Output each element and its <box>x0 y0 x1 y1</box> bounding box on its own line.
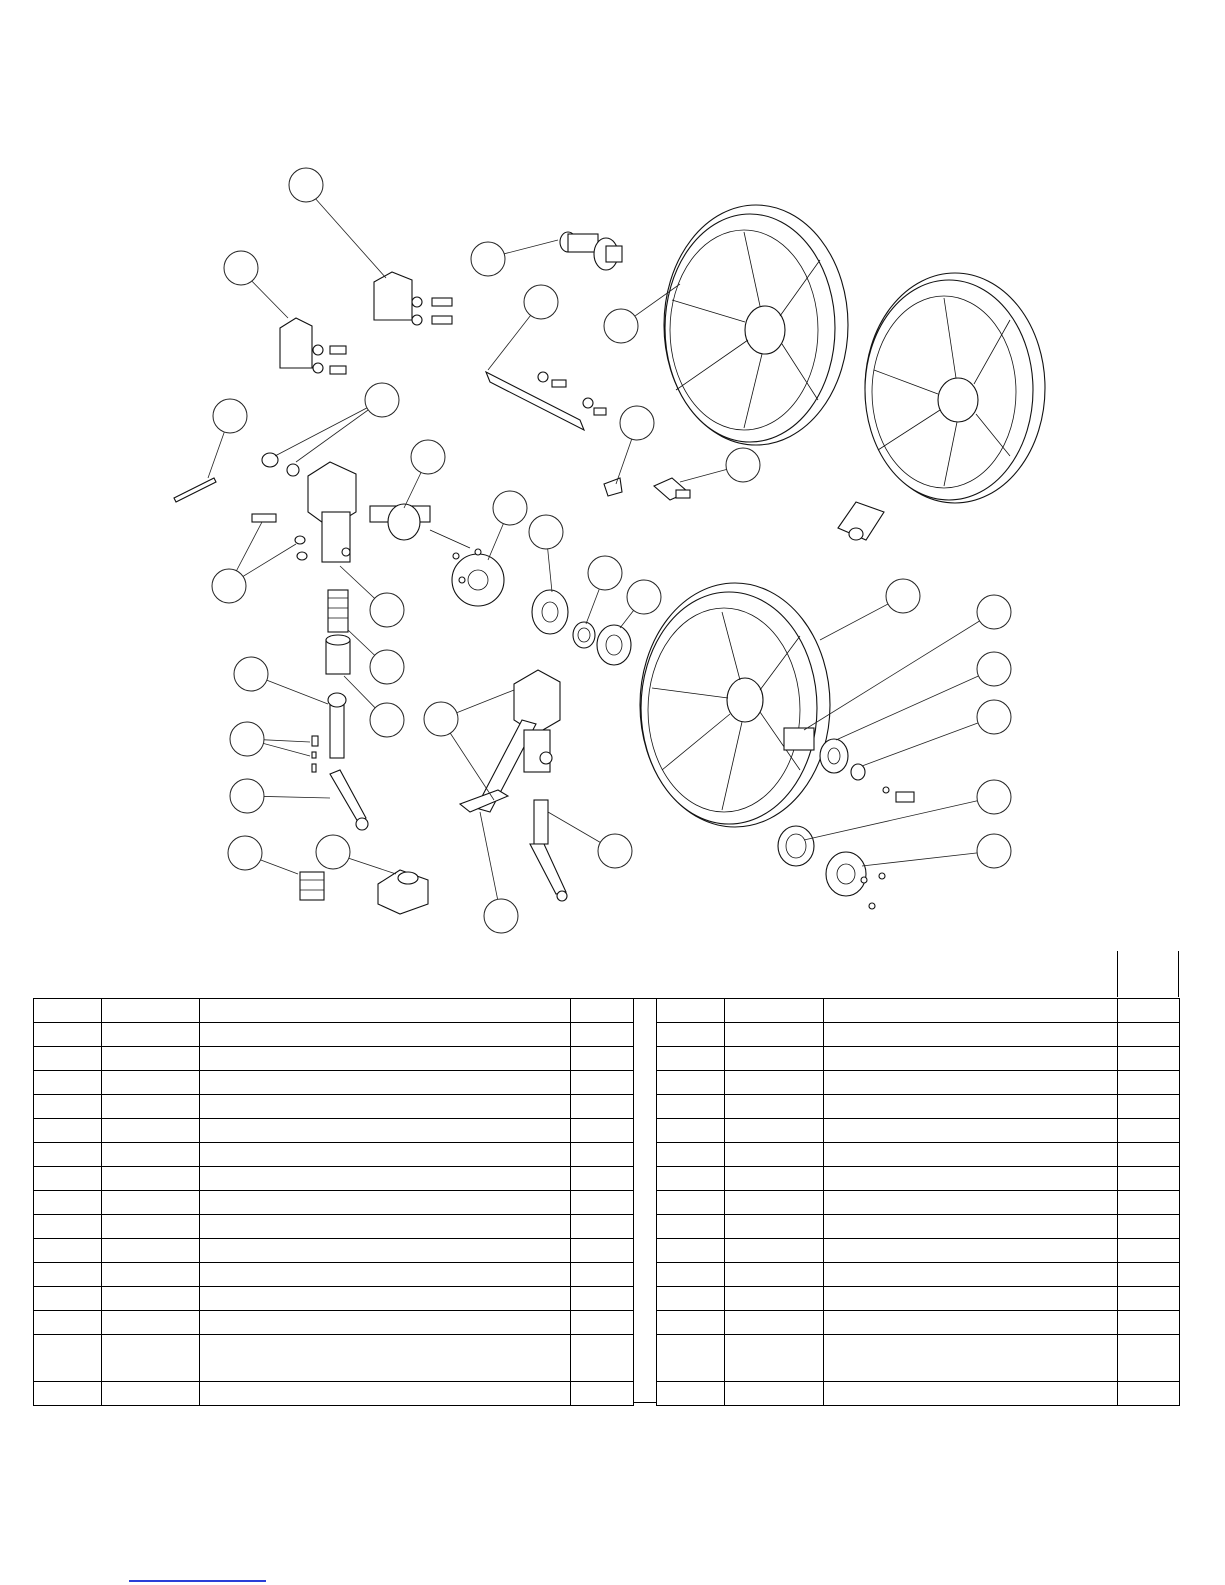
table-cell <box>34 1263 102 1287</box>
table-cell <box>34 1071 102 1095</box>
table-cell <box>571 1287 634 1311</box>
table-cell <box>571 1215 634 1239</box>
table-row <box>34 1239 634 1263</box>
callout <box>370 650 404 684</box>
lever-handle <box>330 770 368 830</box>
table-cell <box>102 1215 200 1239</box>
callout <box>370 593 404 627</box>
table-header-ticks <box>1117 951 1179 997</box>
table-cell <box>571 1167 634 1191</box>
table-cell <box>1118 1239 1180 1263</box>
table-row <box>657 1191 1180 1215</box>
tension-bar <box>486 372 606 430</box>
table-cell <box>102 1023 200 1047</box>
table-cell <box>200 1023 571 1047</box>
header-cell <box>102 999 200 1023</box>
header-cell <box>571 999 634 1023</box>
table-cell <box>102 1191 200 1215</box>
table-row <box>34 1215 634 1239</box>
table-row <box>657 1071 1180 1095</box>
callout <box>316 835 350 869</box>
table-cell <box>657 1215 725 1239</box>
table-cell <box>657 1095 725 1119</box>
table-cell <box>1118 1095 1180 1119</box>
table-cell <box>200 1239 571 1263</box>
upper-guide-block <box>252 453 356 562</box>
table-row <box>34 1263 634 1287</box>
table-cell <box>571 1023 634 1047</box>
table-cell <box>725 1239 824 1263</box>
table-cell <box>200 1382 571 1406</box>
table-cell <box>102 1119 200 1143</box>
compression-spring <box>328 590 348 632</box>
table-cell <box>34 1287 102 1311</box>
table-row <box>34 1071 634 1095</box>
table-cell <box>824 1023 1118 1047</box>
table-cell <box>824 1191 1118 1215</box>
table-cell <box>102 1239 200 1263</box>
table-cell <box>657 1382 725 1406</box>
table-cell <box>657 1023 725 1047</box>
table-cell <box>657 1239 725 1263</box>
table-cell <box>824 1382 1118 1406</box>
callout <box>977 780 1011 814</box>
table-cell <box>200 1167 571 1191</box>
table-cell <box>824 1047 1118 1071</box>
callout <box>230 779 264 813</box>
table-cell <box>657 1071 725 1095</box>
table-row <box>657 1287 1180 1311</box>
callout <box>977 595 1011 629</box>
guide-pin <box>174 478 216 502</box>
table-cell <box>34 1095 102 1119</box>
hub-gasket <box>778 826 814 866</box>
table-cell <box>1118 1263 1180 1287</box>
table-cell <box>34 1023 102 1047</box>
table-cell <box>571 1239 634 1263</box>
callout <box>365 383 399 417</box>
callout <box>726 448 760 482</box>
header-cell <box>34 999 102 1023</box>
table-cell <box>571 1143 634 1167</box>
table-cell <box>200 1311 571 1335</box>
bearing-lower <box>820 739 848 773</box>
guide-block <box>378 870 428 914</box>
table-cell <box>657 1287 725 1311</box>
table-cell <box>102 1047 200 1071</box>
table-cell <box>725 1167 824 1191</box>
hub-sleeve <box>784 728 814 750</box>
table-cell <box>34 1335 102 1382</box>
table-cell <box>657 1143 725 1167</box>
table-cell <box>571 1311 634 1335</box>
table-cell <box>1118 1119 1180 1143</box>
table-cell <box>1118 1215 1180 1239</box>
table-cell <box>725 1287 824 1311</box>
table-cell <box>102 1311 200 1335</box>
parts-table-left <box>33 998 634 1406</box>
table-cell <box>657 1167 725 1191</box>
table-cell <box>725 1382 824 1406</box>
table-cell <box>200 1047 571 1071</box>
table-cell <box>1118 1335 1180 1382</box>
table-cell <box>102 1167 200 1191</box>
table-header-row <box>657 999 1180 1023</box>
table-cell <box>824 1119 1118 1143</box>
table-cell <box>34 1215 102 1239</box>
callout <box>370 703 404 737</box>
table-cell <box>824 1311 1118 1335</box>
table-cell <box>571 1047 634 1071</box>
table-cell <box>571 1119 634 1143</box>
header-cell <box>200 999 571 1023</box>
table-row <box>657 1215 1180 1239</box>
table-cell <box>824 1095 1118 1119</box>
header-cell <box>657 999 725 1023</box>
hub-cover <box>826 852 885 909</box>
table-cell <box>725 1095 824 1119</box>
table-header-row <box>34 999 634 1023</box>
table-cell <box>200 1287 571 1311</box>
lower-plunger-lever <box>530 800 567 901</box>
axle-bolt <box>883 787 914 802</box>
table-cell <box>1118 1023 1180 1047</box>
table-row <box>657 1335 1180 1382</box>
table-row <box>34 1023 634 1047</box>
table-cell <box>725 1191 824 1215</box>
table-row <box>657 1095 1180 1119</box>
callout <box>484 899 518 933</box>
table-cell <box>1118 1047 1180 1071</box>
table-row <box>34 1191 634 1215</box>
table-cell <box>34 1191 102 1215</box>
callout <box>411 440 445 474</box>
callout <box>234 657 268 691</box>
table-cell <box>1118 1143 1180 1167</box>
retaining-ring <box>851 764 865 780</box>
header-cell <box>824 999 1118 1023</box>
table-cell <box>34 1311 102 1335</box>
table-cell <box>102 1287 200 1311</box>
table-cell <box>725 1263 824 1287</box>
bracket-plate-upper <box>374 272 452 325</box>
table-cell <box>34 1047 102 1071</box>
table-cell <box>102 1382 200 1406</box>
callout <box>977 834 1011 868</box>
table-cell <box>657 1311 725 1335</box>
table-cell <box>571 1191 634 1215</box>
table-cell <box>34 1143 102 1167</box>
table-cell <box>824 1239 1118 1263</box>
spring-cup <box>326 635 350 674</box>
table-row <box>657 1239 1180 1263</box>
table-row <box>34 1167 634 1191</box>
table-cell <box>34 1382 102 1406</box>
table-cell <box>725 1335 824 1382</box>
table-cell <box>571 1095 634 1119</box>
table-row <box>34 1382 634 1406</box>
table-cell <box>725 1071 824 1095</box>
lower-wheel <box>640 583 830 827</box>
table-cell <box>34 1239 102 1263</box>
header-cell <box>725 999 824 1023</box>
callout <box>213 399 247 433</box>
table-cell <box>102 1335 200 1382</box>
table-cell <box>824 1071 1118 1095</box>
table-cell <box>34 1119 102 1143</box>
callout <box>977 700 1011 734</box>
upper-front-wheel <box>664 205 848 445</box>
table-row <box>657 1263 1180 1287</box>
table-cell <box>571 1335 634 1382</box>
table-cell <box>102 1143 200 1167</box>
callout <box>493 491 527 525</box>
table-cell <box>725 1119 824 1143</box>
bearing-upper <box>597 625 631 665</box>
table-cell <box>657 1047 725 1071</box>
table-cell <box>824 1215 1118 1239</box>
small-spring <box>300 872 324 900</box>
table-cell <box>102 1263 200 1287</box>
idler-shaft <box>370 504 470 548</box>
table-cell <box>1118 1071 1180 1095</box>
callout <box>524 285 558 319</box>
table-row <box>34 1119 634 1143</box>
table-cell <box>824 1167 1118 1191</box>
callout <box>224 251 258 285</box>
spacer-ring <box>573 622 595 648</box>
table-cell <box>200 1263 571 1287</box>
table-cell <box>725 1311 824 1335</box>
callout <box>977 652 1011 686</box>
table-row <box>657 1023 1180 1047</box>
table-cell <box>824 1263 1118 1287</box>
bearing-flange <box>452 549 504 606</box>
table-cell <box>725 1215 824 1239</box>
table-cell <box>200 1095 571 1119</box>
table-row <box>34 1287 634 1311</box>
table-cell <box>200 1191 571 1215</box>
upper-shaft-pulley <box>560 232 622 270</box>
table-cell <box>657 1263 725 1287</box>
table-cell <box>200 1215 571 1239</box>
table-cell <box>1118 1287 1180 1311</box>
table-cell <box>824 1335 1118 1382</box>
table-cell <box>1118 1191 1180 1215</box>
table-cell <box>824 1143 1118 1167</box>
table-cell <box>1118 1167 1180 1191</box>
table-cell <box>200 1335 571 1382</box>
table-row <box>34 1143 634 1167</box>
table-row <box>657 1382 1180 1406</box>
table-cell <box>725 1047 824 1071</box>
upper-rear-wheel <box>838 273 1045 540</box>
table-cell <box>824 1287 1118 1311</box>
plunger-screw <box>328 693 346 758</box>
callout <box>212 569 246 603</box>
callout <box>424 702 458 736</box>
callout <box>598 834 632 868</box>
table-cell <box>571 1071 634 1095</box>
callout <box>529 515 563 549</box>
table-cell <box>1118 1311 1180 1335</box>
callout <box>230 722 264 756</box>
table-row <box>34 1047 634 1071</box>
table-row <box>657 1311 1180 1335</box>
table-cell <box>657 1119 725 1143</box>
table-row <box>657 1143 1180 1167</box>
header-cell <box>1118 999 1180 1023</box>
small-pins <box>312 736 318 772</box>
table-row <box>34 1095 634 1119</box>
table-row <box>657 1119 1180 1143</box>
table-cell <box>571 1382 634 1406</box>
table-cell <box>102 1071 200 1095</box>
table-cell <box>1118 1382 1180 1406</box>
callout <box>588 556 622 590</box>
callout <box>886 579 920 613</box>
table-row <box>657 1047 1180 1071</box>
footer-link[interactable] <box>129 1580 266 1582</box>
table-cell <box>200 1119 571 1143</box>
table-gap <box>633 998 656 1403</box>
seal-ring <box>532 590 568 634</box>
table-row <box>657 1167 1180 1191</box>
table-cell <box>102 1095 200 1119</box>
callout <box>228 836 262 870</box>
table-cell <box>725 1023 824 1047</box>
callout <box>627 580 661 614</box>
table-cell <box>725 1143 824 1167</box>
table-cell <box>34 1167 102 1191</box>
table-row <box>34 1311 634 1335</box>
callout <box>604 309 638 343</box>
callout <box>289 168 323 202</box>
parts-table-right <box>656 998 1180 1406</box>
table-cell <box>657 1191 725 1215</box>
callout <box>471 242 505 276</box>
table-cell <box>657 1335 725 1382</box>
table-cell <box>200 1071 571 1095</box>
bracket-plate-left <box>280 318 346 374</box>
table-row <box>34 1335 634 1382</box>
table-cell <box>571 1263 634 1287</box>
table-cell <box>200 1143 571 1167</box>
callout <box>620 406 654 440</box>
